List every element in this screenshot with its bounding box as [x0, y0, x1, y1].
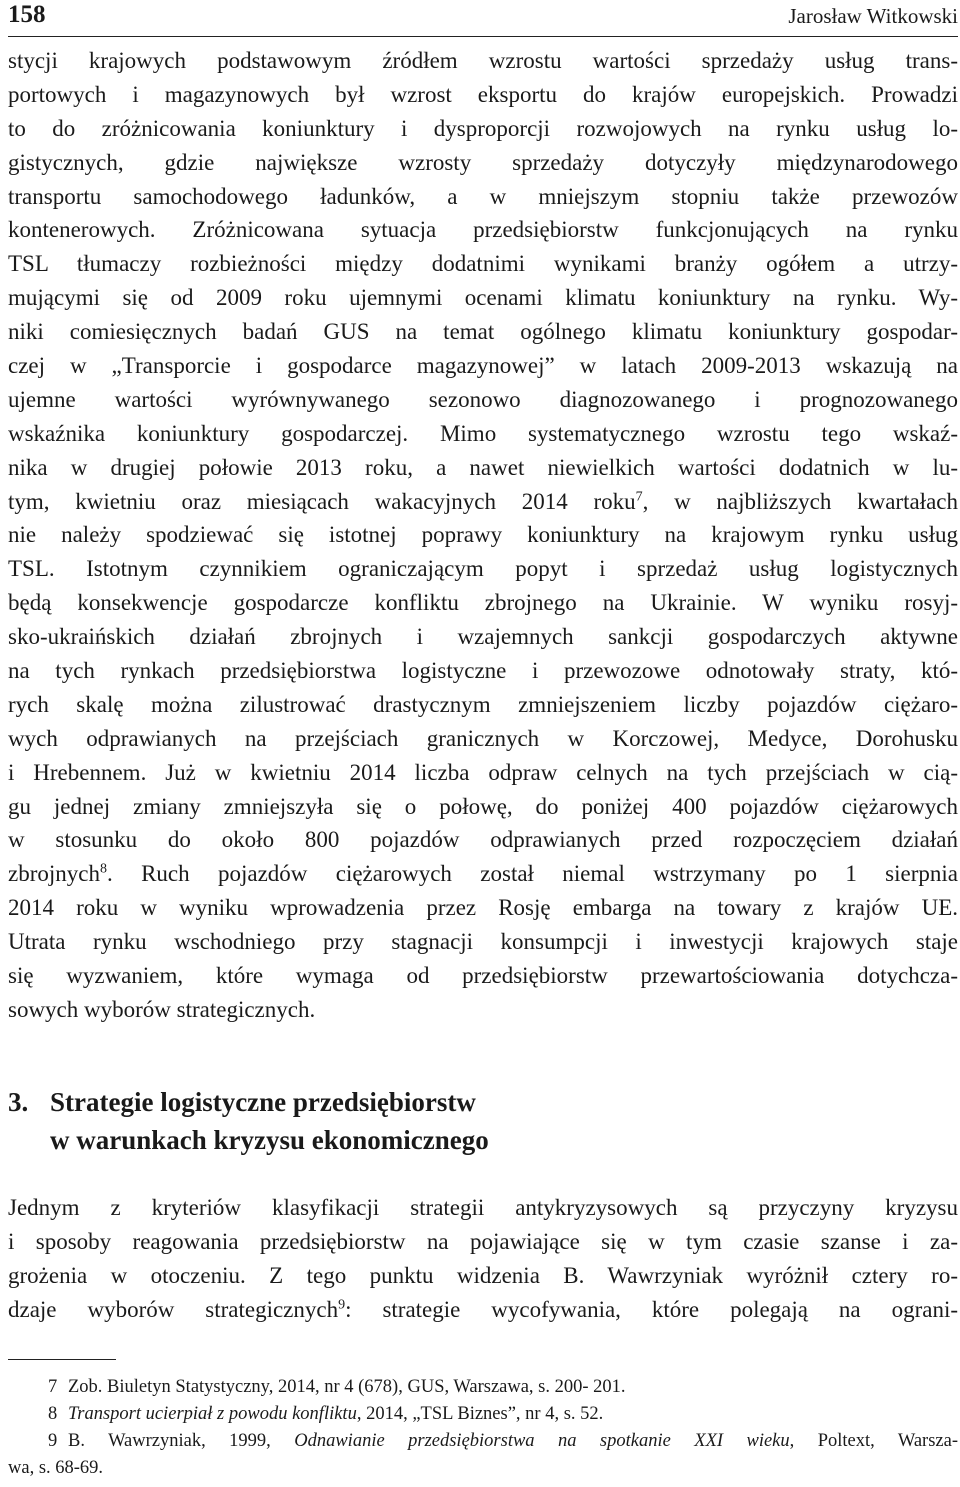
footnote-text: Zob. Biuletyn Statystyczny, 2014, nr 4 (678), GUS, Warszawa, s. 200- 201.: [68, 1377, 626, 1397]
text-fragment: . Ruch pojazdów ciężarowych został niemal wstrzymany po 1 sierpnia: [106, 861, 958, 887]
text-line: grożenia w otoczeniu. Z tego punktu widzenia B. Wawrzyniak wyróżnił cztery ro-: [8, 1262, 958, 1288]
footnote-9-continuation: wa, s. 68-69.: [8, 1458, 104, 1478]
text-line: czej w „Transporcie i gospodarce magazynowej” w latach 2009-2013 wskazują na: [8, 353, 958, 379]
text-line: gu jednej zmiany zmniejszyła się o połowę, do poniżej 400 pojazdów ciężarowych: [8, 793, 958, 819]
footnote-9: [8, 1428, 958, 1455]
text-line: nika w drugiej połowie 2013 roku, a nawet niewielkich wartości dodatnich w lu-: [8, 454, 958, 480]
footnote-ref-7[interactable]: 7: [635, 488, 643, 504]
text-fragment: tym, kwietniu oraz miesiącach wakacyjnych 2014 roku: [8, 488, 636, 514]
footnote-text: , 2014, „TSL Biznes”, nr 4, s. 52.: [356, 1404, 604, 1424]
page-number: 158: [8, 1, 46, 28]
footnote-marker: 9: [48, 1431, 58, 1451]
text-line: gistycznych, gdzie największe wzrosty sprzedaży dotyczyły międzynarodowego: [8, 149, 958, 175]
footnote-8: [8, 1401, 958, 1428]
text-line: [8, 857, 958, 891]
text-line: rych skalę można zilustrować drastycznym zmniejszeniem liczby pojazdów ciężaro-: [8, 691, 958, 717]
text-line: 2014 roku w wyniku wprowadzenia przez Rosję embarga na towary z krajów UE.: [8, 895, 958, 921]
section-title-text: Strategie logistyczne przedsiębiorstw: [50, 1087, 476, 1117]
text-line: to do zróżnicowania koniunktury i dysproporcji rozwojowych na rynku usług lo-: [8, 115, 958, 141]
section-title-line-2: w warunkach kryzysu ekonomicznego: [50, 1125, 489, 1155]
text-line: niki comiesięcznych badań GUS na temat ogólnego klimatu koniunktury gospodar-: [8, 319, 958, 345]
paragraph-1: [8, 44, 958, 1027]
text-line: Jednym z kryteriów klasyfikacji strategii antykryzysowych są przyczyny kryzysu: [8, 1195, 958, 1220]
text-line: TSL. Istotnym czynnikiem ograniczającym popyt i sprzedaż usług logistycznych: [8, 556, 958, 582]
footnote-text: , Poltext, Warsza-: [789, 1431, 958, 1451]
text-line: sowych wyborów strategicznych.: [8, 996, 316, 1022]
text-line: Utrata rynku wschodniego przy stagnacji konsumpcji i inwestycji krajowych staje: [8, 929, 958, 955]
page-header: [8, 0, 958, 37]
text-line: mującymi się od 2009 roku ujemnymi ocenami klimatu koniunktury na rynku. Wy-: [8, 285, 958, 311]
text-fragment: , w najbliższych kwartałach: [642, 488, 958, 514]
text-line: wskaźnika koniunktury gospodarczej. Mimo systematycznego wzrostu tego wskaź-: [8, 420, 958, 446]
footnote-ref-9[interactable]: 9: [338, 1297, 346, 1313]
text-line: w stosunku do około 800 pojazdów odprawianych przed rozpoczęciem działań: [8, 827, 958, 853]
text-line: i sposoby reagowania przedsiębiorstw na pojawiające się w tym czasie szanse i za-: [8, 1228, 958, 1254]
text-line: [8, 1293, 958, 1327]
text-line: [8, 485, 958, 519]
footnote-divider: [8, 1359, 116, 1360]
text-line: sko-ukraińskich działań zbrojnych i wzajemnych sankcji gospodarczych aktywne: [8, 624, 958, 650]
text-line: kontenerowych. Zróżnicowana sytuacja przedsiębiorstw funkcjonujących na rynku: [8, 217, 958, 243]
footnote-italic-title: Transport ucierpiał z powodu konfliktu: [68, 1404, 357, 1424]
section-title-line-1: [8, 1083, 948, 1121]
footnotes: [8, 1374, 958, 1482]
footnote-ref-8[interactable]: 8: [99, 861, 107, 877]
footnote-text: B. Wawrzyniak, 1999,: [68, 1431, 295, 1451]
text-fragment: dzaje wyborów strategicznych: [8, 1296, 339, 1322]
footnote-marker: 8: [48, 1404, 58, 1424]
section-number: 3.: [8, 1087, 29, 1117]
text-line: się wyzwaniem, które wymaga od przedsiębiorstw przewartościowania dotychcza-: [8, 963, 958, 989]
section-heading: [8, 1083, 948, 1159]
text-fragment: zbrojnych: [8, 861, 100, 887]
text-line: stycji krajowych podstawowym źródłem wzrostu wartości sprzedaży usług trans-: [8, 48, 958, 73]
footnote-italic-title: Odnawianie przedsiębiorstwa na spotkanie XXI wieku: [294, 1431, 790, 1451]
running-head-author: Jarosław Witkowski: [788, 4, 958, 28]
text-line: TSL tłumaczy rozbieżności między dodatnimi wynikami branży ogółem a utrzy-: [8, 251, 958, 277]
text-line: na tych rynkach przedsiębiorstwa logistyczne i przewozowe odnotowały straty, któ-: [8, 658, 958, 684]
text-line: transportu samochodowego ładunków, a w mniejszym stopniu także przewozów: [8, 183, 958, 209]
footnote-7: [8, 1374, 958, 1401]
paragraph-2: [8, 1191, 958, 1327]
text-line: ujemne wartości wyrównywanego sezonowo diagnozowanego i prognozowanego: [8, 386, 958, 412]
text-line: wych odprawianych na przejściach granicznych w Korczowej, Medyce, Dorohusku: [8, 725, 958, 751]
text-line: będą konsekwencje gospodarcze konfliktu zbrojnego na Ukrainie. W wyniku rosyj-: [8, 590, 958, 616]
footnote-marker: 7: [48, 1377, 58, 1397]
text-line: portowych i magazynowych był wzrost eksportu do krajów europejskich. Prowadzi: [8, 81, 958, 107]
text-line: nie należy spodziewać się istotnej poprawy koniunktury na krajowym rynku usług: [8, 522, 958, 548]
text-fragment: : strategie wycofywania, które polegają na ograni-: [345, 1296, 958, 1322]
text-line: i Hrebennem. Już w kwietniu 2014 liczba odpraw celnych na tych przejściach w cią-: [8, 759, 958, 785]
